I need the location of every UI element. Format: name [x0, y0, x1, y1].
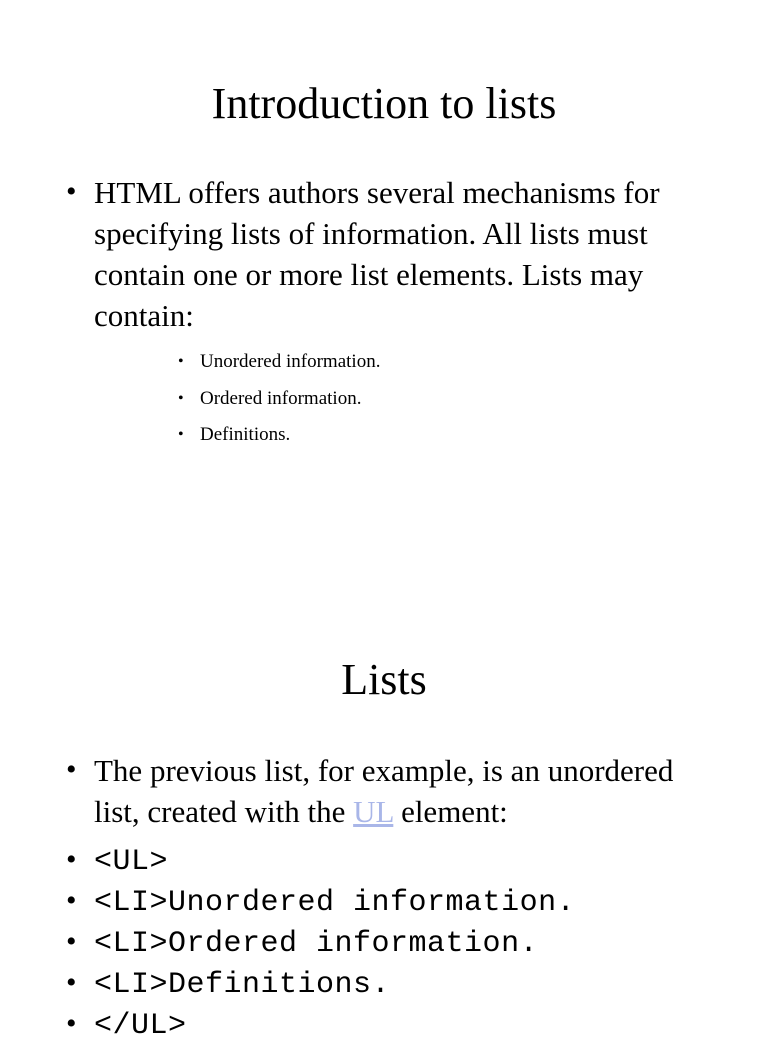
code-line [62, 965, 575, 1006]
code-line [62, 842, 575, 883]
bullet-icon: • [66, 884, 77, 917]
slide-lists [0, 576, 768, 1043]
ul-element-link[interactable]: UL [353, 794, 394, 829]
code-line-text: <LI>Unordered information. [94, 886, 576, 920]
bullet-item [62, 750, 722, 832]
sub-list-item-text: Unordered information. [200, 351, 381, 373]
bullet-text [94, 750, 722, 832]
sub-list-item-text: Ordered information. [200, 387, 362, 409]
bullet-icon: • [66, 175, 77, 208]
code-line [62, 1006, 575, 1047]
code-line-text: <LI>Definitions. [94, 968, 391, 1002]
bullet-icon: • [66, 1007, 77, 1040]
code-line [62, 924, 575, 965]
bullet-item [62, 172, 722, 336]
bullet-text-after-link: element: [393, 794, 508, 829]
bullet-icon: • [178, 353, 184, 371]
sub-list [178, 344, 380, 454]
code-list [62, 842, 575, 1047]
bullet-icon: • [178, 426, 184, 444]
bullet-icon: • [66, 966, 77, 999]
bullet-icon: • [66, 753, 77, 786]
slide-title: Lists [341, 655, 427, 704]
sub-list-item [178, 381, 380, 418]
code-line-text: </UL> [94, 1009, 187, 1043]
code-line-text: <UL> [94, 845, 169, 879]
code-line [62, 883, 575, 924]
sub-list-item-text: Definitions. [200, 424, 291, 446]
bullet-icon: • [66, 925, 77, 958]
code-line-text: <LI>Ordered information. [94, 927, 539, 961]
bullet-text: HTML offers authors several mechanisms for specifying lists of information. All lists must contain one or more list elements. Lists may contain: [94, 175, 660, 333]
bullet-icon: • [66, 843, 77, 876]
sub-list-item [178, 417, 380, 454]
sub-list-item [178, 344, 380, 381]
bullet-text-before-link: The previous list, for example, is an unordered list, created with the [94, 753, 674, 829]
bullet-icon: • [178, 389, 184, 407]
slide-title: Introduction to lists [211, 79, 557, 128]
